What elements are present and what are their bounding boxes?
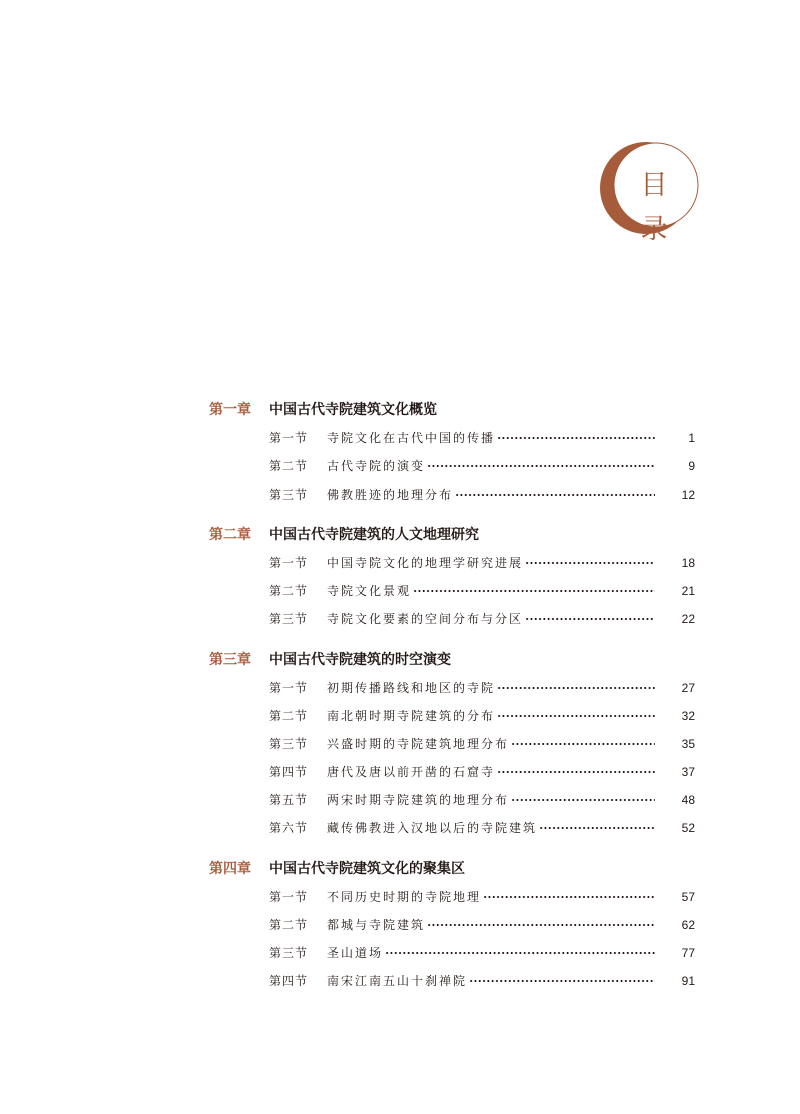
section-number: 第一节 <box>269 556 309 570</box>
section-title: 南北朝时期寺院建筑的分布 <box>327 709 496 723</box>
chapter-number: 第二章 <box>209 527 251 543</box>
section-title: 藏传佛教进入汉地以后的寺院建筑 <box>327 821 538 835</box>
page-number: 32 <box>681 709 695 723</box>
page-number: 21 <box>681 584 695 598</box>
chapter-title: 中国古代寺院建筑文化概览 <box>269 402 437 418</box>
section-title: 寺院文化景观 <box>327 584 412 598</box>
toc-entry[interactable] <box>269 706 695 726</box>
toc-entry[interactable] <box>269 734 695 754</box>
section-number: 第四节 <box>269 974 309 988</box>
section-title: 南宋江南五山十刹禅院 <box>327 974 468 988</box>
toc-entry[interactable] <box>269 887 695 907</box>
section-title: 佛教胜迹的地理分布 <box>327 488 454 502</box>
chapter-number: 第三章 <box>209 652 251 668</box>
dot-leader <box>525 618 655 620</box>
page-number: 9 <box>688 459 695 473</box>
section-number: 第一节 <box>269 431 309 445</box>
page-number: 62 <box>681 918 695 932</box>
page-number: 12 <box>681 488 695 502</box>
section-title: 两宋时期寺院建筑的地理分布 <box>327 793 510 807</box>
dot-leader <box>525 562 655 564</box>
toc-entry[interactable] <box>269 456 695 476</box>
page-number: 27 <box>681 681 695 695</box>
dot-leader <box>511 743 655 745</box>
page-number: 48 <box>681 793 695 807</box>
page-number: 91 <box>681 974 695 988</box>
section-title: 都城与寺院建筑 <box>327 918 426 932</box>
toc-entry[interactable] <box>269 790 695 810</box>
page-number: 22 <box>681 612 695 626</box>
section-title: 中国寺院文化的地理学研究进展 <box>327 556 524 570</box>
section-number: 第二节 <box>269 918 309 932</box>
toc-entry[interactable] <box>269 971 695 991</box>
section-title: 寺院文化在古代中国的传播 <box>327 431 496 445</box>
toc-entry[interactable] <box>269 609 695 629</box>
section-number: 第三节 <box>269 946 309 960</box>
chapter-heading[interactable] <box>209 858 465 880</box>
dot-leader <box>539 827 655 829</box>
toc-entry[interactable] <box>269 762 695 782</box>
section-number: 第二节 <box>269 459 309 473</box>
section-title: 初期传播路线和地区的寺院 <box>327 681 496 695</box>
dot-leader <box>483 896 655 898</box>
toc-entry[interactable] <box>269 581 695 601</box>
section-number: 第二节 <box>269 709 309 723</box>
page-number: 35 <box>681 737 695 751</box>
chapter-heading[interactable] <box>209 399 437 421</box>
page-number: 77 <box>681 946 695 960</box>
section-number: 第三节 <box>269 612 309 626</box>
toc-header-emblem <box>598 140 702 245</box>
section-number: 第六节 <box>269 821 309 835</box>
page-number: 37 <box>681 765 695 779</box>
toc-entry[interactable] <box>269 485 695 505</box>
toc-entry[interactable] <box>269 818 695 838</box>
toc-entry[interactable] <box>269 553 695 573</box>
section-title: 寺院文化要素的空间分布与分区 <box>327 612 524 626</box>
section-number: 第一节 <box>269 890 309 904</box>
section-title: 古代寺院的演变 <box>327 459 426 473</box>
toc-entry[interactable] <box>269 678 695 698</box>
dot-leader <box>427 924 655 926</box>
chapter-number: 第四章 <box>209 861 251 877</box>
dot-leader <box>497 771 655 773</box>
chapter-title: 中国古代寺院建筑文化的聚集区 <box>269 861 465 877</box>
section-number: 第二节 <box>269 584 309 598</box>
dot-leader <box>455 494 655 496</box>
chapter-number: 第一章 <box>209 402 251 418</box>
dot-leader <box>497 687 655 689</box>
section-title: 不同历史时期的寺院地理 <box>327 890 482 904</box>
dot-leader <box>413 590 655 592</box>
section-number: 第五节 <box>269 793 309 807</box>
toc-entry[interactable] <box>269 943 695 963</box>
toc-entry[interactable] <box>269 428 695 448</box>
page-number: 18 <box>681 556 695 570</box>
section-number: 第四节 <box>269 765 309 779</box>
section-title: 兴盛时期的寺院建筑地理分布 <box>327 737 510 751</box>
section-number: 第三节 <box>269 737 309 751</box>
toc-title: 目 录 <box>640 170 680 245</box>
section-number: 第一节 <box>269 681 309 695</box>
dot-leader <box>497 437 655 439</box>
chapter-title: 中国古代寺院建筑的时空演变 <box>269 652 451 668</box>
page-number: 52 <box>681 821 695 835</box>
dot-leader <box>511 799 655 801</box>
dot-leader <box>427 465 655 467</box>
toc-entry[interactable] <box>269 915 695 935</box>
section-title: 圣山道场 <box>327 946 384 960</box>
chapter-heading[interactable] <box>209 649 451 671</box>
page-number: 57 <box>681 890 695 904</box>
chapter-title: 中国古代寺院建筑的人文地理研究 <box>269 527 479 543</box>
dot-leader <box>385 952 655 954</box>
dot-leader <box>497 715 655 717</box>
page-number: 1 <box>688 431 695 445</box>
chapter-heading[interactable] <box>209 524 479 546</box>
section-number: 第三节 <box>269 488 309 502</box>
section-title: 唐代及唐以前开凿的石窟寺 <box>327 765 496 779</box>
dot-leader <box>469 980 655 982</box>
